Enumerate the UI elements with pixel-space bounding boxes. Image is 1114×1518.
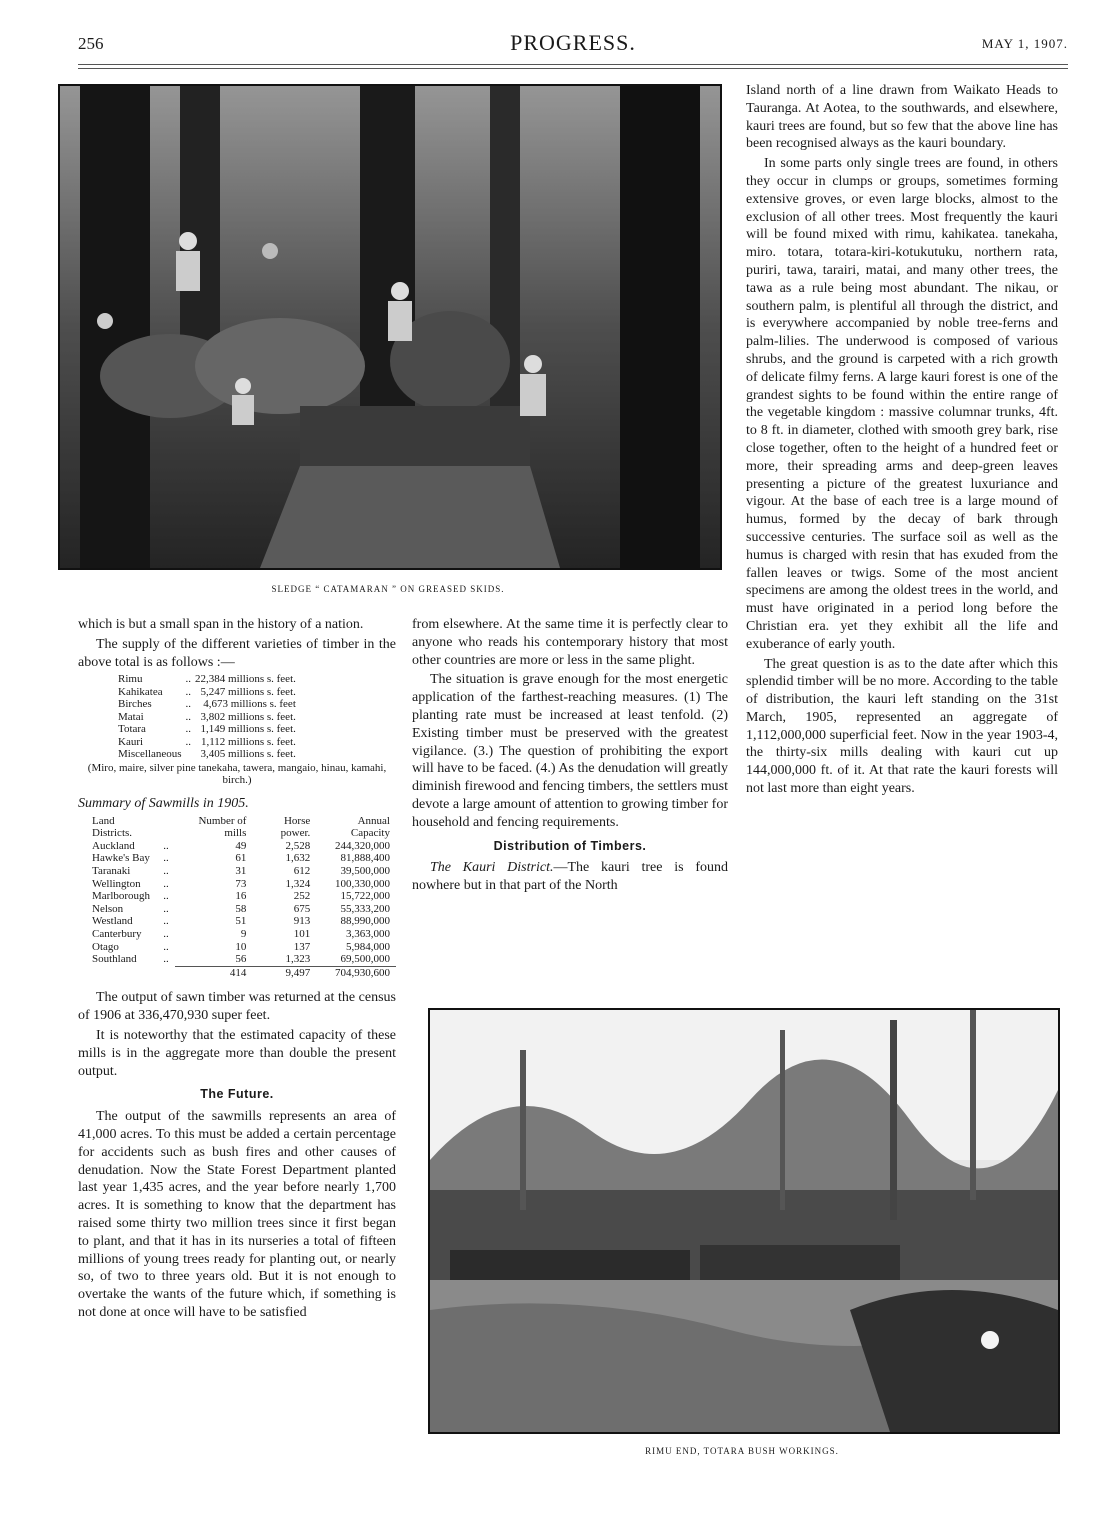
mill-dots: .. bbox=[163, 915, 169, 928]
mill-number: 58 bbox=[235, 902, 247, 915]
mill-district: Wellington bbox=[92, 877, 141, 890]
mill-number: 16 bbox=[235, 890, 247, 903]
mill-dots: .. bbox=[163, 865, 169, 878]
mill-horse-power: 612 bbox=[293, 865, 311, 878]
header-annual-capacity: Annual Capacity bbox=[350, 814, 390, 840]
supply-value: 5,247 millions s. feet. bbox=[200, 685, 296, 698]
top-photo-caption: SLEDGE “ CATAMARAN ” ON GREASED SKIDS. bbox=[271, 584, 505, 594]
supply-name: Birches bbox=[118, 698, 152, 711]
sawmills-row bbox=[92, 890, 396, 903]
mill-capacity: 100,330,000 bbox=[335, 877, 390, 890]
mill-capacity: 69,500,000 bbox=[340, 953, 390, 966]
mill-horse-power: 137 bbox=[293, 940, 311, 953]
header-horse-power: Horse power. bbox=[280, 814, 311, 840]
sawmills-summary-title: Summary of Sawmills in 1905. bbox=[78, 795, 249, 811]
mill-number: 61 bbox=[235, 852, 247, 865]
supply-name: Kauri bbox=[118, 735, 144, 748]
future-heading: The Future. bbox=[200, 1087, 274, 1102]
col1-paragraph-5: The output of the sawmills represents an area of 41,000 acres. To this must be added a certain percentage for accidents such as bush fires and other causes of denudation. Now the State Forest Department planted last year 1,435 acres, and the year before nearly 1,700 acres. It is something to know that the department has raised some thirty two million trees since it first began to plant, and that it has in its nurseries a total of fifteen millions of young trees ready for planting out, or nearly so, of two to three years old. But it is not enough to overtake the wants of the future which, if something is not done at once will have to be satisfied bbox=[78, 1109, 396, 1320]
timber-supply-table bbox=[118, 673, 300, 761]
column-3 bbox=[746, 82, 1058, 800]
mill-horse-power: 1,323 bbox=[285, 953, 311, 966]
distribution-heading: Distribution of Timbers. bbox=[493, 838, 647, 853]
supply-value: 3,802 millions s. feet. bbox=[200, 710, 296, 723]
mill-number: 51 bbox=[235, 915, 247, 928]
header-number-of-mills: Number of mills bbox=[198, 814, 247, 840]
sawmills-row bbox=[92, 878, 396, 891]
supply-dots: .. bbox=[185, 685, 192, 698]
sawmills-table bbox=[92, 815, 396, 980]
mill-horse-power: 2,528 bbox=[285, 839, 311, 852]
sawmills-row bbox=[92, 840, 396, 853]
col2-paragraph-1: from elsewhere. At the same time it is perfectly clear to anyone who reads his contemporary history that most other countries are more or less in the same plight. bbox=[412, 617, 728, 668]
mill-dots: .. bbox=[163, 890, 169, 903]
supply-note: (Miro, maire, silver pine tanekaha, tawera, mangaio, hinau, kamahi, birch.) bbox=[87, 761, 387, 787]
mill-number: 9 bbox=[240, 928, 247, 941]
col2-paragraph-2: The situation is grave enough for the most energetic application of the farthest-reaching measures. (1) The planting rate must be increased at least tenfold. (2) Existing timber must be preserved with the greatest vigilance. (3.) The question of prohibiting the export will have to be faced. (4.) As the denudation will greatly diminish firewood and fencing timbers, the settlers must devote a large amount of attention to growing timber for household and fencing requirements. bbox=[412, 672, 728, 830]
mill-district: Westland bbox=[92, 915, 133, 928]
total-mills: 414 bbox=[175, 966, 253, 979]
mill-dots: .. bbox=[163, 953, 169, 966]
supply-name: Matai bbox=[118, 710, 144, 723]
sawmills-row bbox=[92, 903, 396, 916]
mill-dots: .. bbox=[163, 940, 169, 953]
mill-capacity: 15,722,000 bbox=[340, 890, 390, 903]
mill-district: Hawke's Bay bbox=[92, 852, 150, 865]
mill-horse-power: 675 bbox=[293, 902, 311, 915]
supply-value: 1,112 millions s. feet. bbox=[200, 735, 296, 748]
supply-row bbox=[118, 736, 300, 749]
mill-district: Southland bbox=[92, 953, 137, 966]
mill-horse-power: 913 bbox=[293, 915, 311, 928]
sawmills-row bbox=[92, 865, 396, 878]
forest-sledge-image bbox=[60, 86, 720, 568]
mill-horse-power: 252 bbox=[293, 890, 311, 903]
mill-dots: .. bbox=[163, 877, 169, 890]
mill-district: Auckland bbox=[92, 839, 135, 852]
sawmills-row bbox=[92, 928, 396, 941]
col1-paragraph-2: The supply of the different varieties of timber in the above total is as follows :— bbox=[78, 636, 396, 670]
mill-district: Taranaki bbox=[92, 865, 131, 878]
mill-number: 49 bbox=[235, 839, 247, 852]
supply-row bbox=[118, 686, 300, 699]
total-capacity: 704,930,600 bbox=[316, 966, 396, 979]
kauri-district-text: —The kauri tree is found nowhere but in that part of the North bbox=[412, 860, 728, 894]
supply-value: 22,384 millions s. feet. bbox=[195, 673, 296, 686]
kauri-district-lead: The Kauri District. bbox=[430, 860, 554, 876]
supply-dots: .. bbox=[185, 673, 192, 686]
mill-dots: .. bbox=[163, 928, 169, 941]
mill-capacity: 3,363,000 bbox=[346, 928, 390, 941]
sawmills-row bbox=[92, 941, 396, 954]
mill-horse-power: 1,324 bbox=[285, 877, 311, 890]
mill-district: Canterbury bbox=[92, 928, 142, 941]
column-2 bbox=[412, 616, 728, 897]
supply-name: Kahikatea bbox=[118, 685, 163, 698]
col1-paragraph-4: It is noteworthy that the estimated capacity of these mills is in the aggregate more than double the present output. bbox=[78, 1028, 396, 1079]
supply-name: Totara bbox=[118, 723, 146, 736]
supply-dots: .. bbox=[185, 723, 192, 736]
supply-row bbox=[118, 711, 300, 724]
supply-row bbox=[118, 723, 300, 736]
mill-capacity: 39,500,000 bbox=[340, 865, 390, 878]
header-rule-2 bbox=[78, 68, 1068, 69]
supply-row bbox=[118, 698, 300, 711]
mill-district: Otago bbox=[92, 940, 119, 953]
supply-name: Rimu bbox=[118, 673, 143, 686]
col3-paragraph-1: Island north of a line drawn from Waikato Heads to Tauranga. At Aotea, to the southwards, and elsewhere, kauri trees are found, but so few that the above line has been recognised always as the kauri boundary. bbox=[746, 83, 1058, 152]
bottom-photo-caption: RIMU END, TOTARA BUSH WORKINGS. bbox=[645, 1446, 839, 1456]
mill-number: 10 bbox=[235, 940, 247, 953]
mill-dots: .. bbox=[163, 839, 169, 852]
supply-dots: .. bbox=[185, 710, 192, 723]
sledge-catamaran-photo bbox=[58, 84, 722, 570]
sawmills-row bbox=[92, 852, 396, 865]
sawmills-row bbox=[92, 915, 396, 928]
page-header bbox=[78, 30, 1068, 60]
sawmills-totals-row bbox=[92, 966, 396, 979]
mill-number: 56 bbox=[235, 953, 247, 966]
supply-value: 1,149 millions s. feet. bbox=[200, 723, 296, 736]
header-rule bbox=[78, 64, 1068, 65]
header-land-districts: Land Districts. bbox=[92, 814, 133, 840]
supply-name: Miscellaneous bbox=[118, 748, 182, 761]
col3-paragraph-3: The great question is as to the date after which this splendid timber will be no more. According to the table of distribution, the kauri left standing on the 31st March, 1905, represented an aggregate of 1,112,000,000 superficial feet. Now in the year 1903-4, the thirty-six mills dealing with kauri cut up 144,000,000 ft. of it. At that rate the kauri forests will not last more than eight years. bbox=[746, 656, 1058, 797]
mill-capacity: 5,984,000 bbox=[346, 940, 390, 953]
mill-number: 73 bbox=[235, 877, 247, 890]
supply-dots bbox=[186, 748, 196, 761]
supply-dots: .. bbox=[185, 735, 192, 748]
page-number: 256 bbox=[78, 34, 104, 53]
mill-capacity: 81,888,400 bbox=[340, 852, 390, 865]
column-1 bbox=[78, 616, 396, 1324]
mill-district: Nelson bbox=[92, 902, 124, 915]
col1-paragraph-1: which is but a small span in the history of a nation. bbox=[78, 617, 364, 632]
mill-number: 31 bbox=[235, 865, 247, 878]
supply-value: 3,405 millions s. feet. bbox=[200, 748, 296, 761]
mill-capacity: 55,333,200 bbox=[340, 902, 390, 915]
supply-dots: .. bbox=[185, 698, 192, 711]
mill-capacity: 88,990,000 bbox=[340, 915, 390, 928]
supply-row bbox=[118, 748, 300, 761]
col1-paragraph-3: The output of sawn timber was returned at the census of 1906 at 336,470,930 super feet. bbox=[78, 990, 396, 1024]
sawmills-row bbox=[92, 953, 396, 966]
col2-paragraph-3 bbox=[412, 859, 728, 895]
rimu-end-photo bbox=[428, 1008, 1060, 1434]
mill-district: Marlborough bbox=[92, 890, 151, 903]
bush-workings-image bbox=[430, 1010, 1058, 1432]
supply-value: 4,673 millions s. feet bbox=[203, 698, 296, 711]
col3-paragraph-2: In some parts only single trees are found, in others they occur in clumps or groups, sometimes forming extensive groves, or even large blocks, almost to the exclusion of all other trees. Most frequently the kauri will be found mixed with rimu, kahikatea. tanekaha, miro. totara, totara-kiri-kotukutuku, northern rata, puriri, tawa, tarairi, matai, and many other trees, the tawa as a rule being most abundant. The nikau, or southern palm, is plentiful all through the district, and is everywhere accompanied by noble tree-ferns and palm-lilies. The underwood is composed of various shrubs, and the ground is carpeted with a rich growth of delicate filmy ferns. A large kauri forest is one of the grandest sights to be found within the entire range of the vegetable kingdom : massive columnar trunks, 4ft. to 8 ft. in diameter, clothed with smooth grey bark, rise close together, often to the height of a hundred feet or more, their spreading arms and deep-green leaves presenting a picture of the greatest luxuriance and vigour. At the base of each tree is a large mound of humus, formed by the decay of bark through successive centuries. The surface soil as well as the humus is charged with resin that has exuded from the fallen leaves or twigs. Some of the most ancient specimens are among the oldest trees in the world, and must have originated in a period long before the Christian era. yet they exhibit all the life and exuberance of early youth. bbox=[746, 156, 1058, 652]
issue-date: MAY 1, 1907. bbox=[981, 36, 1068, 51]
supply-row bbox=[118, 673, 300, 686]
mill-horse-power: 1,632 bbox=[285, 852, 311, 865]
mill-capacity: 244,320,000 bbox=[335, 839, 390, 852]
masthead-title: PROGRESS. bbox=[510, 30, 636, 55]
total-horse-power: 9,497 bbox=[252, 966, 316, 979]
mill-dots: .. bbox=[163, 852, 169, 865]
mill-horse-power: 101 bbox=[293, 928, 311, 941]
mill-dots: .. bbox=[163, 902, 169, 915]
